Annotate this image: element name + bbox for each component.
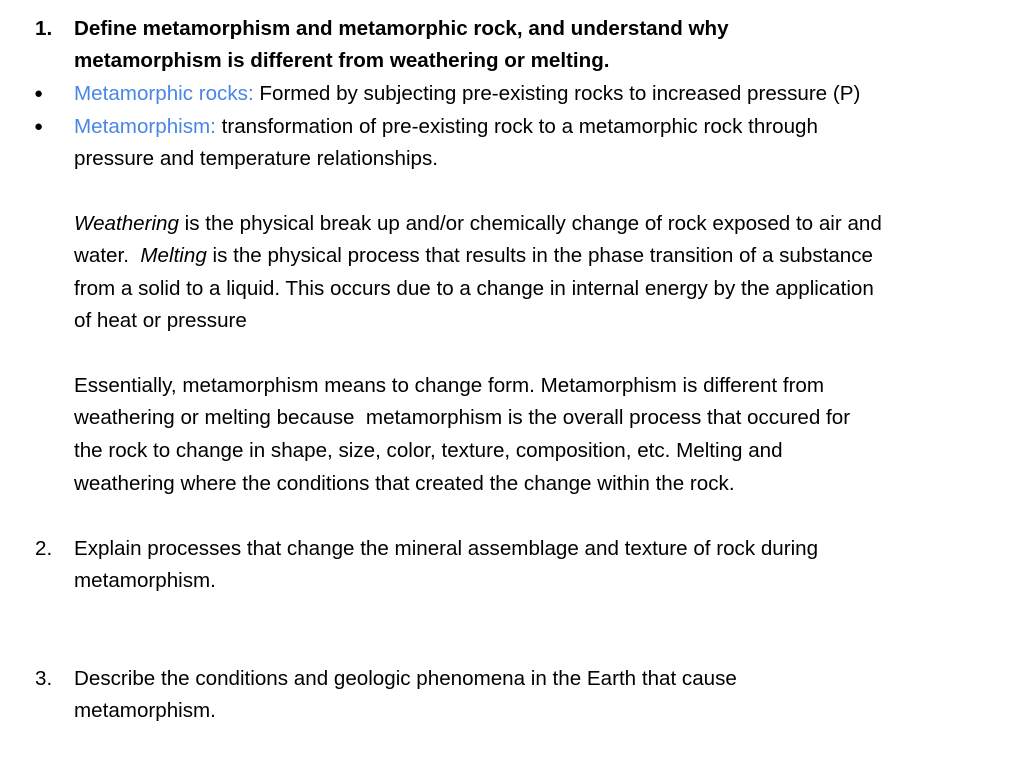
- bullet-item: [74, 82, 860, 106]
- question-title: Define metamorphism and metamorphic rock, and understand why: [74, 17, 729, 40]
- definition-text: transformation of pre-existing rock to a metamorphic rock through: [215, 115, 818, 138]
- paragraph-line: weathering or melting because metamorphism is the overall process that occured for: [74, 406, 851, 429]
- paragraph-line: [74, 244, 873, 268]
- paragraph-line: weathering where the conditions that created the change within the rock.: [74, 472, 735, 495]
- question-number: 3.: [35, 667, 53, 690]
- question-text: Describe the conditions and geologic phenomena in the Earth that cause: [74, 667, 737, 690]
- bullet-icon: ●: [34, 118, 44, 135]
- question-text: metamorphism.: [74, 569, 216, 592]
- definition-text: Formed by subjecting pre-existing rocks to increased pressure (P): [253, 82, 861, 105]
- question-title: metamorphism is different from weathering or melting.: [74, 49, 610, 72]
- question-text: metamorphism.: [74, 699, 216, 722]
- bullet-item: [74, 115, 818, 139]
- paragraph-line: [74, 212, 882, 236]
- italic-term: Weathering: [74, 212, 179, 235]
- definition-text: pressure and temperature relationships.: [74, 147, 439, 170]
- term-label: Metamorphism:: [74, 115, 216, 138]
- question-number: 2.: [35, 537, 53, 560]
- question-number: 1.: [35, 17, 53, 40]
- paragraph-line: from a solid to a liquid. This occurs due to a change in internal energy by the application: [74, 277, 874, 300]
- italic-term: Melting: [140, 244, 207, 267]
- paragraph-text: water.: [74, 244, 141, 267]
- paragraph-text: is the physical break up and/or chemically change of rock exposed to air and: [178, 212, 882, 235]
- paragraph-line: Essentially, metamorphism means to change form. Metamorphism is different from: [74, 374, 825, 397]
- paragraph-line: the rock to change in shape, size, color, texture, composition, etc. Melting and: [74, 439, 783, 462]
- term-label: Metamorphic rocks:: [74, 82, 254, 105]
- question-text: Explain processes that change the mineral assemblage and texture of rock during: [74, 537, 819, 560]
- bullet-icon: ●: [34, 85, 44, 102]
- paragraph-line: of heat or pressure: [74, 309, 247, 332]
- paragraph-text: is the physical process that results in the phase transition of a substance: [206, 244, 874, 267]
